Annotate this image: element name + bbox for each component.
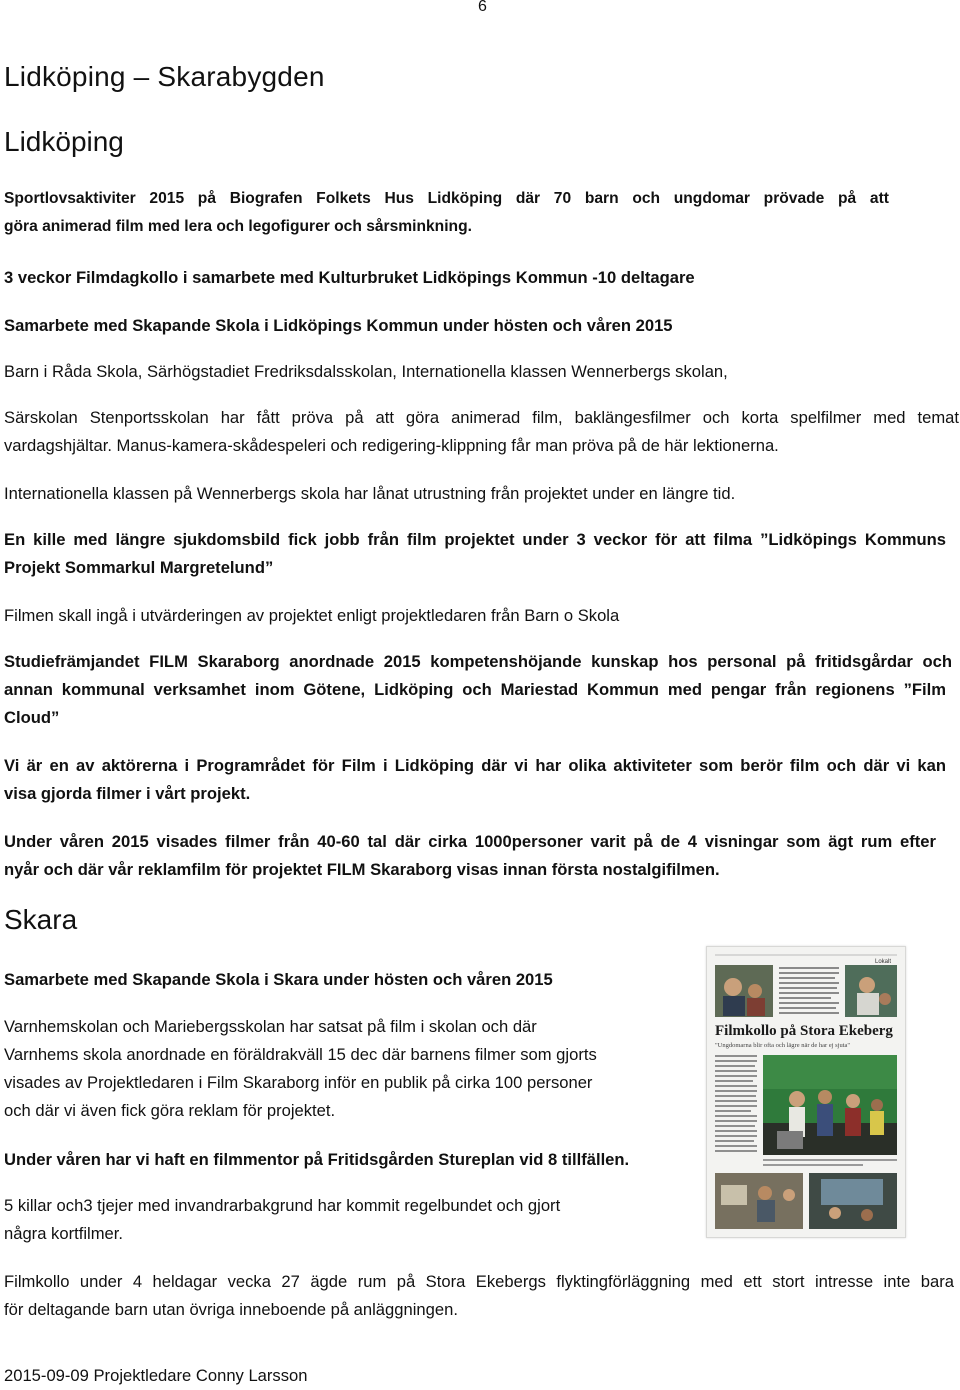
paragraph-filmen: Filmen skall ingå i utvärderingen av projektet enligt projektledaren från Barn o Skola — [4, 606, 620, 625]
paragraph-filmkollo-line2: för deltagande barn utan övriga inneboende på anläggningen. — [4, 1300, 458, 1319]
paragraph-under-line2: nyår och där vår reklamfilm för projektet FILM Skaraborg visas innan första nostalgifilmen. — [4, 860, 720, 879]
paragraph-studie-text2: annan kommunal verksamhet inom Götene, Lidköping och Mariestad Kommun med pengar från regionens ”Film — [4, 680, 946, 699]
paragraph-sportlov-line1 — [4, 190, 889, 208]
paragraph-killar-line2: några kortfilmer. — [4, 1224, 123, 1243]
footer-text: 2015-09-09 Projektledare Conny Larsson — [4, 1366, 308, 1385]
paragraph-sportlov-line2: göra animerad film med lera och legofigurer och sårsminkning. — [4, 218, 472, 235]
paragraph-under-line1 — [4, 828, 936, 856]
paragraph-vi-line1 — [4, 752, 946, 780]
main-heading: Lidköping – Skarabygden — [4, 61, 325, 92]
clipping-subhead: "Ungdomarna blir ofta och lägre när de har ej sjuta" — [715, 1042, 851, 1049]
paragraph-skara-samarbete: Samarbete med Skapande Skola i Skara under hösten och våren 2015 — [4, 970, 553, 989]
paragraph-under-text1: Under våren 2015 visades filmer från 40-60 tal där cirka 1000personer varit på de 4 visningar som ägt rum efter — [4, 832, 936, 851]
paragraph-studie-line1 — [4, 648, 952, 676]
paragraph-filmdagkollo: 3 veckor Filmdagkollo i samarbete med Kulturbruket Lidköpings Kommun -10 deltagare — [4, 268, 695, 287]
paragraph-filmmentor: Under våren har vi haft en filmmentor på Fritidsgården Stureplan vid 8 tillfällen. — [4, 1150, 630, 1169]
paragraph-samarbete-lidkoping: Samarbete med Skapande Skola i Lidköpings Kommun under hösten och våren 2015 — [4, 316, 673, 335]
paragraph-kille-text1: En kille med längre sjukdomsbild fick jobb från film projektet under 3 veckor för att filma ”Lidköpings Kommuns — [4, 530, 946, 549]
paragraph-kille-line2: Projekt Sommarkul Margretelund” — [4, 558, 274, 577]
paragraph-studie-line3: Cloud” — [4, 708, 60, 727]
paragraph-varnhem-line2: Varnhems skola anordnade en föräldrakväll 15 dec där barnens filmer som gjorts — [4, 1045, 597, 1064]
paragraph-vi-line2: visa gjorda filmer i vårt projekt. — [4, 784, 251, 803]
paragraph-varnhem-line1: Varnhemskolan och Mariebergsskolan har satsat på film i skolan och där — [4, 1017, 537, 1036]
page-number: 6 — [478, 0, 487, 15]
paragraph-sarskolan-text1: Särskolan Stenportsskolan har fått pröva på att göra animerad film, baklängesfilmer och korta spelfilmer med temat — [4, 408, 959, 427]
paragraph-sarskolan-line1 — [4, 404, 959, 432]
paragraph-filmkollo-line1 — [4, 1268, 954, 1296]
paragraph-barn: Barn i Råda Skola, Särhögstadiet Fredriksdalsskolan, Internationella klassen Wennerbergs skolan, — [4, 362, 728, 381]
paragraph-kille-line1 — [4, 526, 946, 554]
section-heading-skara: Skara — [4, 904, 78, 935]
paragraph-sarskolan-line2: vardagshjältar. Manus-kamera-skådespeleri och redigering-klippning får man pröva på de här lektionerna. — [4, 436, 779, 455]
newspaper-clipping — [706, 946, 906, 1238]
paragraph-filmkollo-text1: Filmkollo under 4 heldagar vecka 27 ägde rum på Stora Ekebergs flyktingförläggning med ett stort intresse inte bara — [4, 1272, 954, 1291]
paragraph-studie-text1: Studiefrämjandet FILM Skaraborg anordnade 2015 kompetenshöjande kunskap hos personal på fritidsgårdar och — [4, 652, 952, 671]
clipping-section: Lokalt — [875, 959, 892, 965]
paragraph-killar-line1: 5 killar och3 tjejer med invandrarbakgrund har kommit regelbundet och gjort — [4, 1196, 561, 1215]
paragraph-varnhem-line4: och där vi även fick göra reklam för projektet. — [4, 1101, 336, 1120]
paragraph-internationella: Internationella klassen på Wennerbergs skola har lånat utrustning från projektet under en längre tid. — [4, 484, 736, 503]
clipping-headline: Filmkollo på Stora Ekeberg — [715, 1023, 893, 1039]
paragraph-vi-text1: Vi är en av aktörerna i Programrådet för Film i Lidköping där vi har olika aktiviteter som berör film och där vi kan — [4, 756, 946, 775]
paragraph-varnhem-line3: visades av Projektledaren i Film Skaraborg inför en publik på cirka 100 personer — [4, 1073, 593, 1092]
newspaper-clipping-graphic — [707, 947, 905, 1237]
paragraph-sportlov-text1: Sportlovsaktiviter 2015 på Biografen Folkets Hus Lidköping där 70 barn och ungdomar prövade på att — [4, 190, 889, 207]
section-heading-lidkoping: Lidköping — [4, 126, 124, 157]
paragraph-studie-line2 — [4, 676, 946, 704]
